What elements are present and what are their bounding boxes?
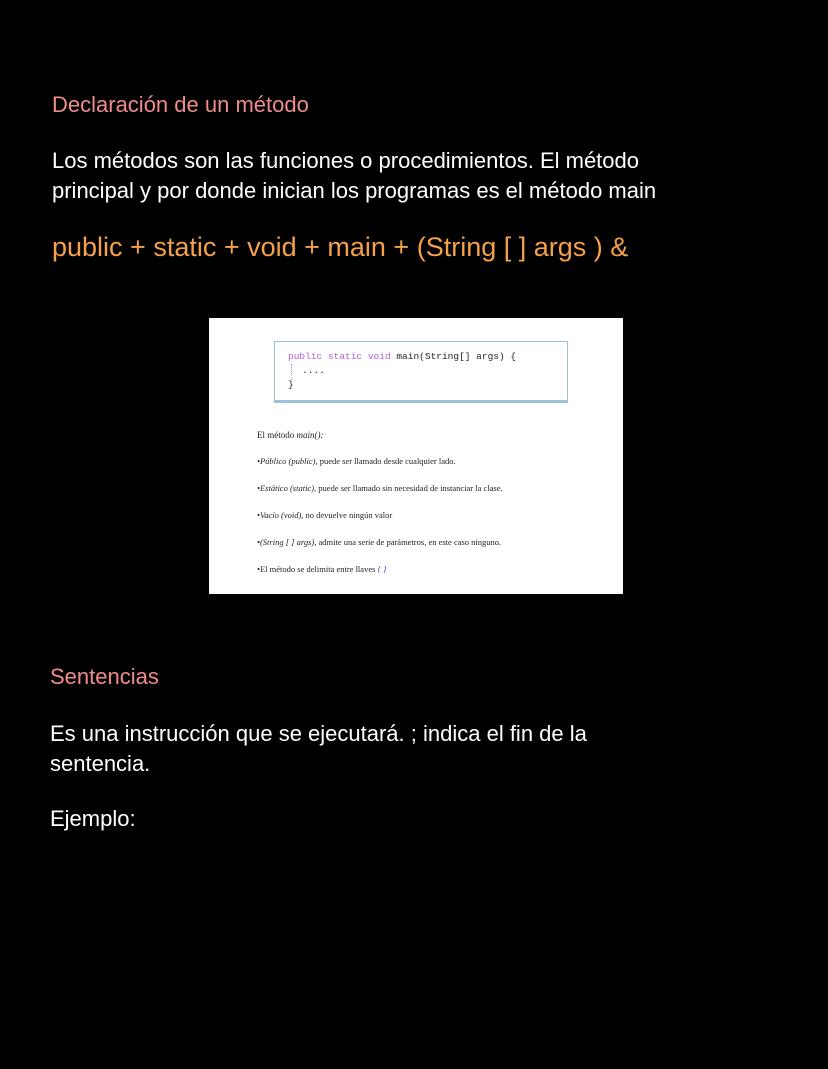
- spec-item-braces-symbol: { }: [377, 564, 387, 574]
- sentences-heading: Sentencias: [50, 664, 159, 689]
- code-snippet: [274, 341, 568, 403]
- code-line-1: [288, 350, 567, 364]
- code-keyword-void: void: [367, 351, 391, 362]
- code-indent-guide: [291, 364, 292, 384]
- main-method-caption: [257, 430, 324, 440]
- code-keyword-public: public: [288, 351, 323, 362]
- methods-paragraph-line-2: principal y por donde inician los programas es el método main: [52, 178, 657, 203]
- spec-item-braces: [257, 564, 386, 574]
- spec-item-static: [257, 483, 503, 493]
- spec-item-braces-text: •El método se delimita entre llaves: [257, 564, 378, 574]
- spec-item-args-text: admite una serie de parámetros, en este caso ninguno.: [316, 537, 502, 547]
- methods-paragraph: [52, 146, 656, 206]
- sentences-paragraph-line-1: Es una instrucción que se ejecutará. ; indica el fin de la: [50, 721, 587, 746]
- spec-item-args-term: •(String [ ] args),: [257, 537, 317, 547]
- spec-item-args: [257, 537, 501, 547]
- main-method-image: [209, 318, 623, 594]
- spec-item-static-text: puede ser llamado sin necesidad de instanciar la clase.: [316, 483, 503, 493]
- example-label: Ejemplo:: [50, 806, 136, 831]
- code-keyword-static: static: [327, 351, 363, 362]
- code-line-3: }: [288, 379, 294, 390]
- code-line-2: ....: [302, 365, 325, 376]
- caption-main: main():: [296, 430, 324, 440]
- declaration-heading: Declaración de un método: [52, 92, 309, 117]
- caption-prefix: El método: [257, 430, 297, 440]
- spec-item-void-term: •Vacío (void),: [257, 510, 304, 520]
- spec-item-public-term: •Público (public),: [257, 456, 318, 466]
- spec-item-void: [257, 510, 392, 520]
- spec-item-public: [257, 456, 456, 466]
- spec-item-public-text: puede ser llamado desde cualquier lado.: [317, 456, 456, 466]
- spec-item-static-term: •Estático (static),: [257, 483, 317, 493]
- spec-item-void-text: no devuelve ningún valor: [303, 510, 393, 520]
- methods-paragraph-line-1: Los métodos son las funciones o procedimientos. El método: [52, 148, 639, 173]
- code-signature: main(String[] args) {: [390, 351, 517, 362]
- sentences-paragraph: [50, 719, 587, 779]
- sentences-paragraph-line-2: sentencia.: [50, 751, 151, 776]
- main-signature-formula: public + static + void + main + (String [ ] args ) &: [52, 232, 629, 262]
